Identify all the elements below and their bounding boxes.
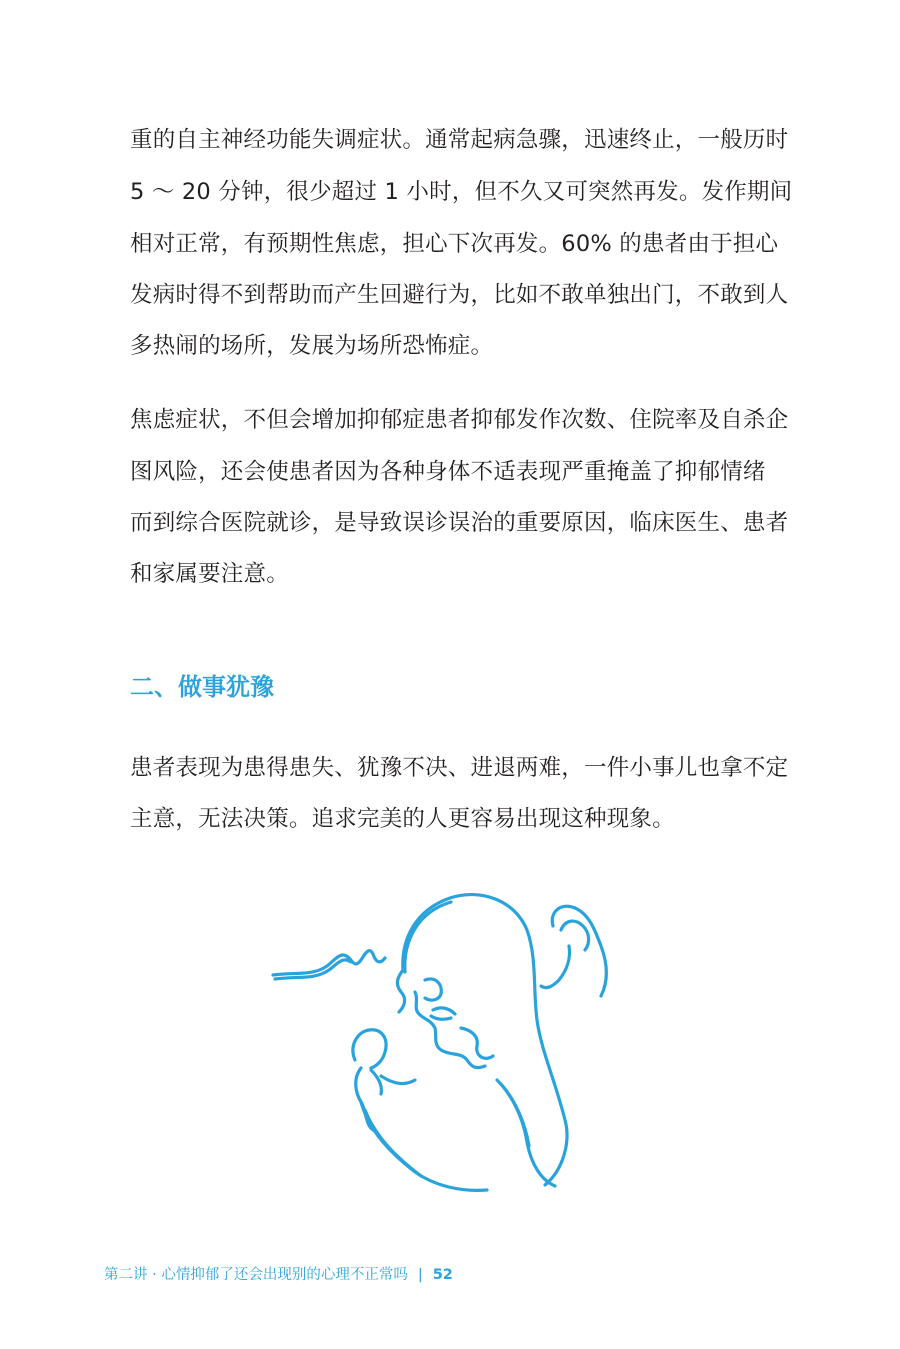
text-line: 5 ～ 20 分钟，很少超过 1 小时，但不久又可突然再发。发作期间 <box>130 179 793 205</box>
footer-chapter-title: 第二讲 · 心情抑郁了还会出现别的心理不正常吗 <box>104 1267 408 1283</box>
section-heading: 二、做事犹豫 <box>130 673 274 701</box>
brush-sketch-figure-illustration <box>265 880 625 1200</box>
text-line: 相对正常，有预期性焦虑，担心下次再发。60% 的患者由于担心 <box>130 231 779 257</box>
text-line: 图风险，还会使患者因为各种身体不适表现严重掩盖了抑郁情绪 <box>130 459 766 485</box>
page-number: 52 <box>432 1267 453 1283</box>
text-line: 和家属要注意。 <box>130 561 289 587</box>
text-line: 焦虑症状，不但会增加抑郁症患者抑郁发作次数、住院率及自杀企 <box>130 407 789 433</box>
text-line: 多热闹的场所，发展为场所恐怖症。 <box>130 333 494 359</box>
page-footer <box>104 1264 453 1286</box>
text-line: 发病时得不到帮助而产生回避行为，比如不敢单独出门，不敢到人 <box>130 282 789 308</box>
text-line: 主意，无法决策。追求完美的人更容易出现这种现象。 <box>130 806 675 832</box>
footer-separator: | <box>417 1267 423 1283</box>
text-line: 重的自主神经功能失调症状。通常起病急骤，迅速终止，一般历时 <box>130 127 789 153</box>
text-line: 而到综合医院就诊，是导致误诊误治的重要原因，临床医生、患者 <box>130 510 789 536</box>
text-line: 患者表现为患得患失、犹豫不决、进退两难，一件小事儿也拿不定 <box>130 755 789 781</box>
